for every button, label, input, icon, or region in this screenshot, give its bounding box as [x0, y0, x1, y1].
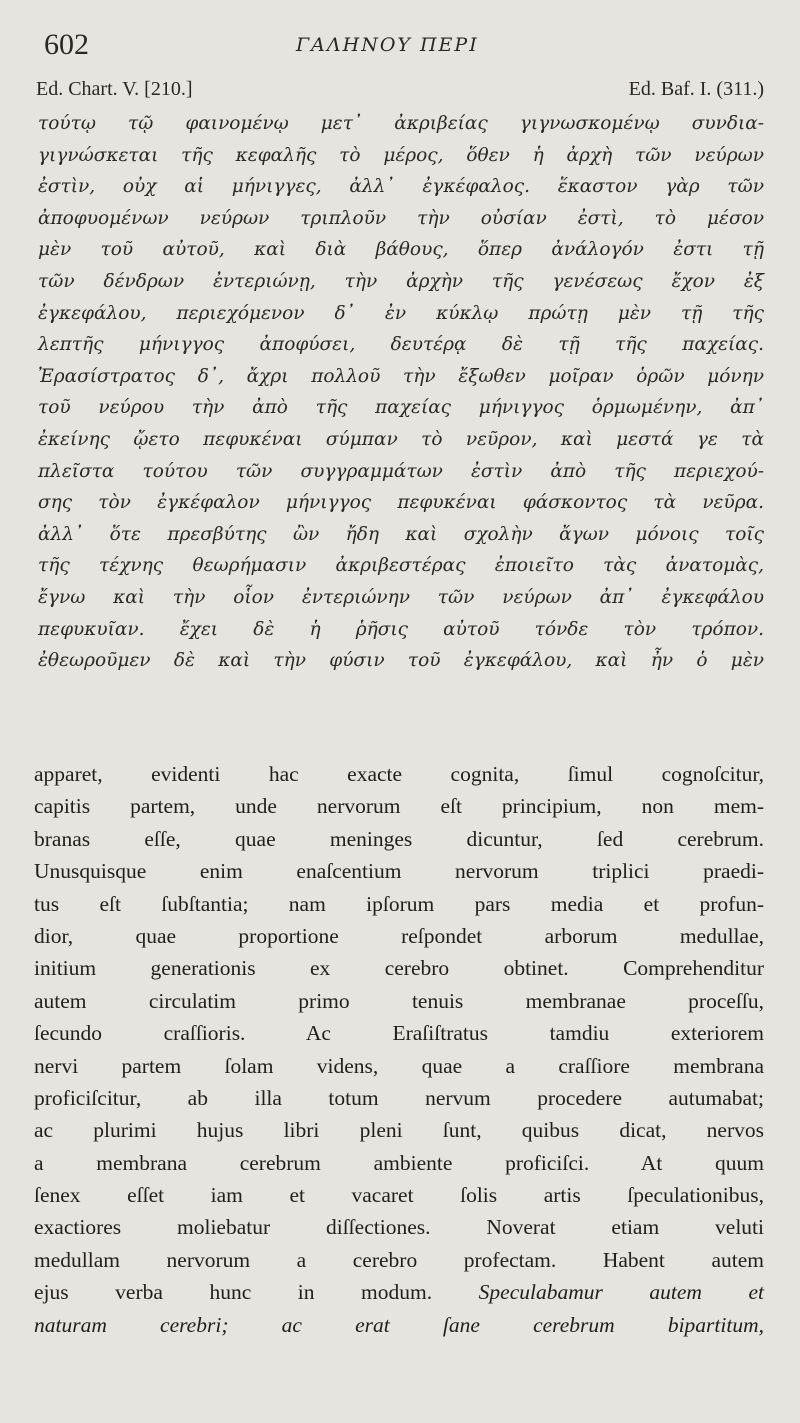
greek-line: ἔγνω καὶ τὴν οἷον ἐντεριώνην τῶν νεύρων ἀπ᾽ ἐγκεφάλου [38, 586, 764, 608]
greek-line: ἀλλ᾽ ὅτε πρεσβύτης ὢν ἤδη καὶ σχολὴν ἄγων μόνοις τοῖς [38, 523, 764, 545]
latin-line [34, 790, 764, 822]
latin-line [34, 1114, 764, 1146]
latin-line-text: medullam nervorum a cerebro profectam. Habent autem [34, 1247, 764, 1272]
greek-line: λεπτῆς μήνιγγος ἀποφύσει, δευτέρᾳ δὲ τῇ τῆς παχείας. [38, 334, 764, 356]
latin-line-text: ac plurimi hujus libri pleni ſunt, quibus dicat, nervos [34, 1118, 764, 1143]
latin-line-text: ejus verba hunc in modum. [34, 1280, 433, 1305]
greek-line: ἐθεωροῦμεν δὲ καὶ τὴν φύσιν τοῦ ἐγκεφάλου, καὶ ἦν ὁ μὲν [38, 650, 764, 672]
greek-line: ἀποφυομένων νεύρων τριπλοῦν τὴν οὐσίαν ἐστὶ, τὸ μέσον [38, 207, 764, 229]
latin-line [34, 920, 764, 952]
latin-line [34, 758, 764, 790]
latin-line-text: initium generationis ex cerebro obtinet. Comprehenditur [34, 956, 764, 981]
running-title: ΓΑΛΗΝΟΥ ΠΕΡΙ [296, 34, 479, 56]
greek-line: τῆς τέχνης θεωρήμασιν ἀκριβεστέρας ἐποιεῖτο τὰς ἀνατομὰς, [38, 555, 764, 577]
latin-line [34, 888, 764, 920]
greek-line: ἐγκεφάλου, περιεχόμενον δ᾽ ἐν κύκλῳ πρώτῃ μὲν τῇ τῆς [38, 302, 764, 324]
latin-line [34, 823, 764, 855]
latin-line-text: Unusquisque enim enaſcentium nervorum triplici praedi- [34, 859, 764, 884]
greek-line: πλεῖστα τούτου τῶν συγγραμμάτων ἐστὶν ἀπὸ τῆς περιεχού- [38, 460, 764, 482]
latin-line [34, 1017, 764, 1049]
greek-line: τοῦ νεύρου τὴν ἀπὸ τῆς παχείας μήνιγγος ὁρμωμένην, ἀπ᾽ [38, 397, 764, 419]
latin-line [34, 1244, 764, 1276]
latin-line [34, 1082, 764, 1114]
latin-line-text: ſenex eſſet iam et vacaret ſolis artis ſpeculationibus, [34, 1183, 764, 1208]
latin-line-text: capitis partem, unde nervorum eſt principium, non mem- [34, 794, 764, 819]
latin-line [34, 1179, 764, 1211]
latin-line [34, 952, 764, 984]
latin-line-text: ſecundo craſſioris. Ac Eraſiſtratus tamdiu exteriorem [34, 1021, 764, 1046]
latin-line-text: dior, quae proportione reſpondet arborum medullae, [34, 923, 764, 948]
latin-line-text: branas eſſe, quae meninges dicuntur, ſed cerebrum. [34, 826, 764, 851]
latin-line-text: autem circulatim primo tenuis membranae proceſſu, [34, 988, 764, 1013]
latin-line-text: nervi partem ſolam videns, quae a craſſiore membrana [34, 1053, 764, 1078]
latin-line-text: exactiores moliebatur diſſectiones. Noverat etiam veluti [34, 1215, 764, 1240]
latin-line [34, 1050, 764, 1082]
greek-line: ἐκείνης ᾤετο πεφυκέναι σύμπαν τὸ νεῦρον, καὶ μεστά γε τὰ [38, 428, 764, 450]
latin-line-text: proficiſcitur, ab illa totum nervum procedere autumabat; [34, 1085, 764, 1110]
latin-line-text: tus eſt ſubſtantia; nam ipſorum pars media et profun- [34, 891, 764, 916]
latin-line-text: a membrana cerebrum ambiente proficiſci. At quum [34, 1150, 764, 1175]
page-number: 602 [44, 28, 89, 61]
latin-text-block [34, 758, 764, 1341]
greek-line: μὲν τοῦ αὐτοῦ, καὶ διὰ βάθους, ὅπερ ἀνάλογόν ἐστι τῇ [38, 239, 764, 261]
greek-line: ἐστὶν, οὐχ αἱ μήνιγγες, ἀλλ᾽ ἐγκέφαλος. ἕκαστον γὰρ τῶν [38, 176, 764, 198]
latin-line [34, 1211, 764, 1243]
latin-line-text: apparet, evidenti hac exacte cognita, ſimul cognoſcitur, [34, 762, 764, 786]
latin-line-text: naturam cerebri; ac erat ſane cerebrum bipartitum, [34, 1312, 764, 1337]
latin-italic-quote: Speculabamur autem et [478, 1280, 765, 1305]
latin-line [34, 985, 764, 1017]
greek-line: σης τὸν ἐγκέφαλον μήνιγγος πεφυκέναι φάσκοντος τὰ νεῦρα. [38, 492, 764, 514]
greek-line: γιγνώσκεται τῆς κεφαλῆς τὸ μέρος, ὅθεν ἡ ἀρχὴ τῶν νεύρων [38, 144, 764, 166]
latin-line [34, 1309, 764, 1341]
greek-line: τῶν δένδρων ἐντεριώνῃ, τὴν ἀρχὴν τῆς γενέσεως ἔχον ἐξ [38, 270, 764, 292]
greek-text-block [38, 108, 764, 677]
edition-reference-right: Ed. Baf. I. (311.) [628, 78, 764, 100]
latin-line [34, 1147, 764, 1179]
greek-line: Ἐρασίστρατος δ᾽, ἄχρι πολλοῦ τὴν ἔξωθεν μοῖραν ὁρῶν μόνην [38, 365, 764, 387]
latin-line [34, 1276, 764, 1308]
greek-line: πεφυκυῖαν. ἔχει δὲ ἡ ῥῆσις αὐτοῦ τόνδε τὸν τρόπον. [38, 618, 764, 640]
edition-reference-left: Ed. Chart. V. [210.] [36, 78, 193, 100]
greek-line: τούτῳ τῷ φαινομένῳ μετ᾽ ἀκριβείας γιγνωσκομένῳ συνδια- [38, 113, 764, 134]
latin-line [34, 855, 764, 887]
